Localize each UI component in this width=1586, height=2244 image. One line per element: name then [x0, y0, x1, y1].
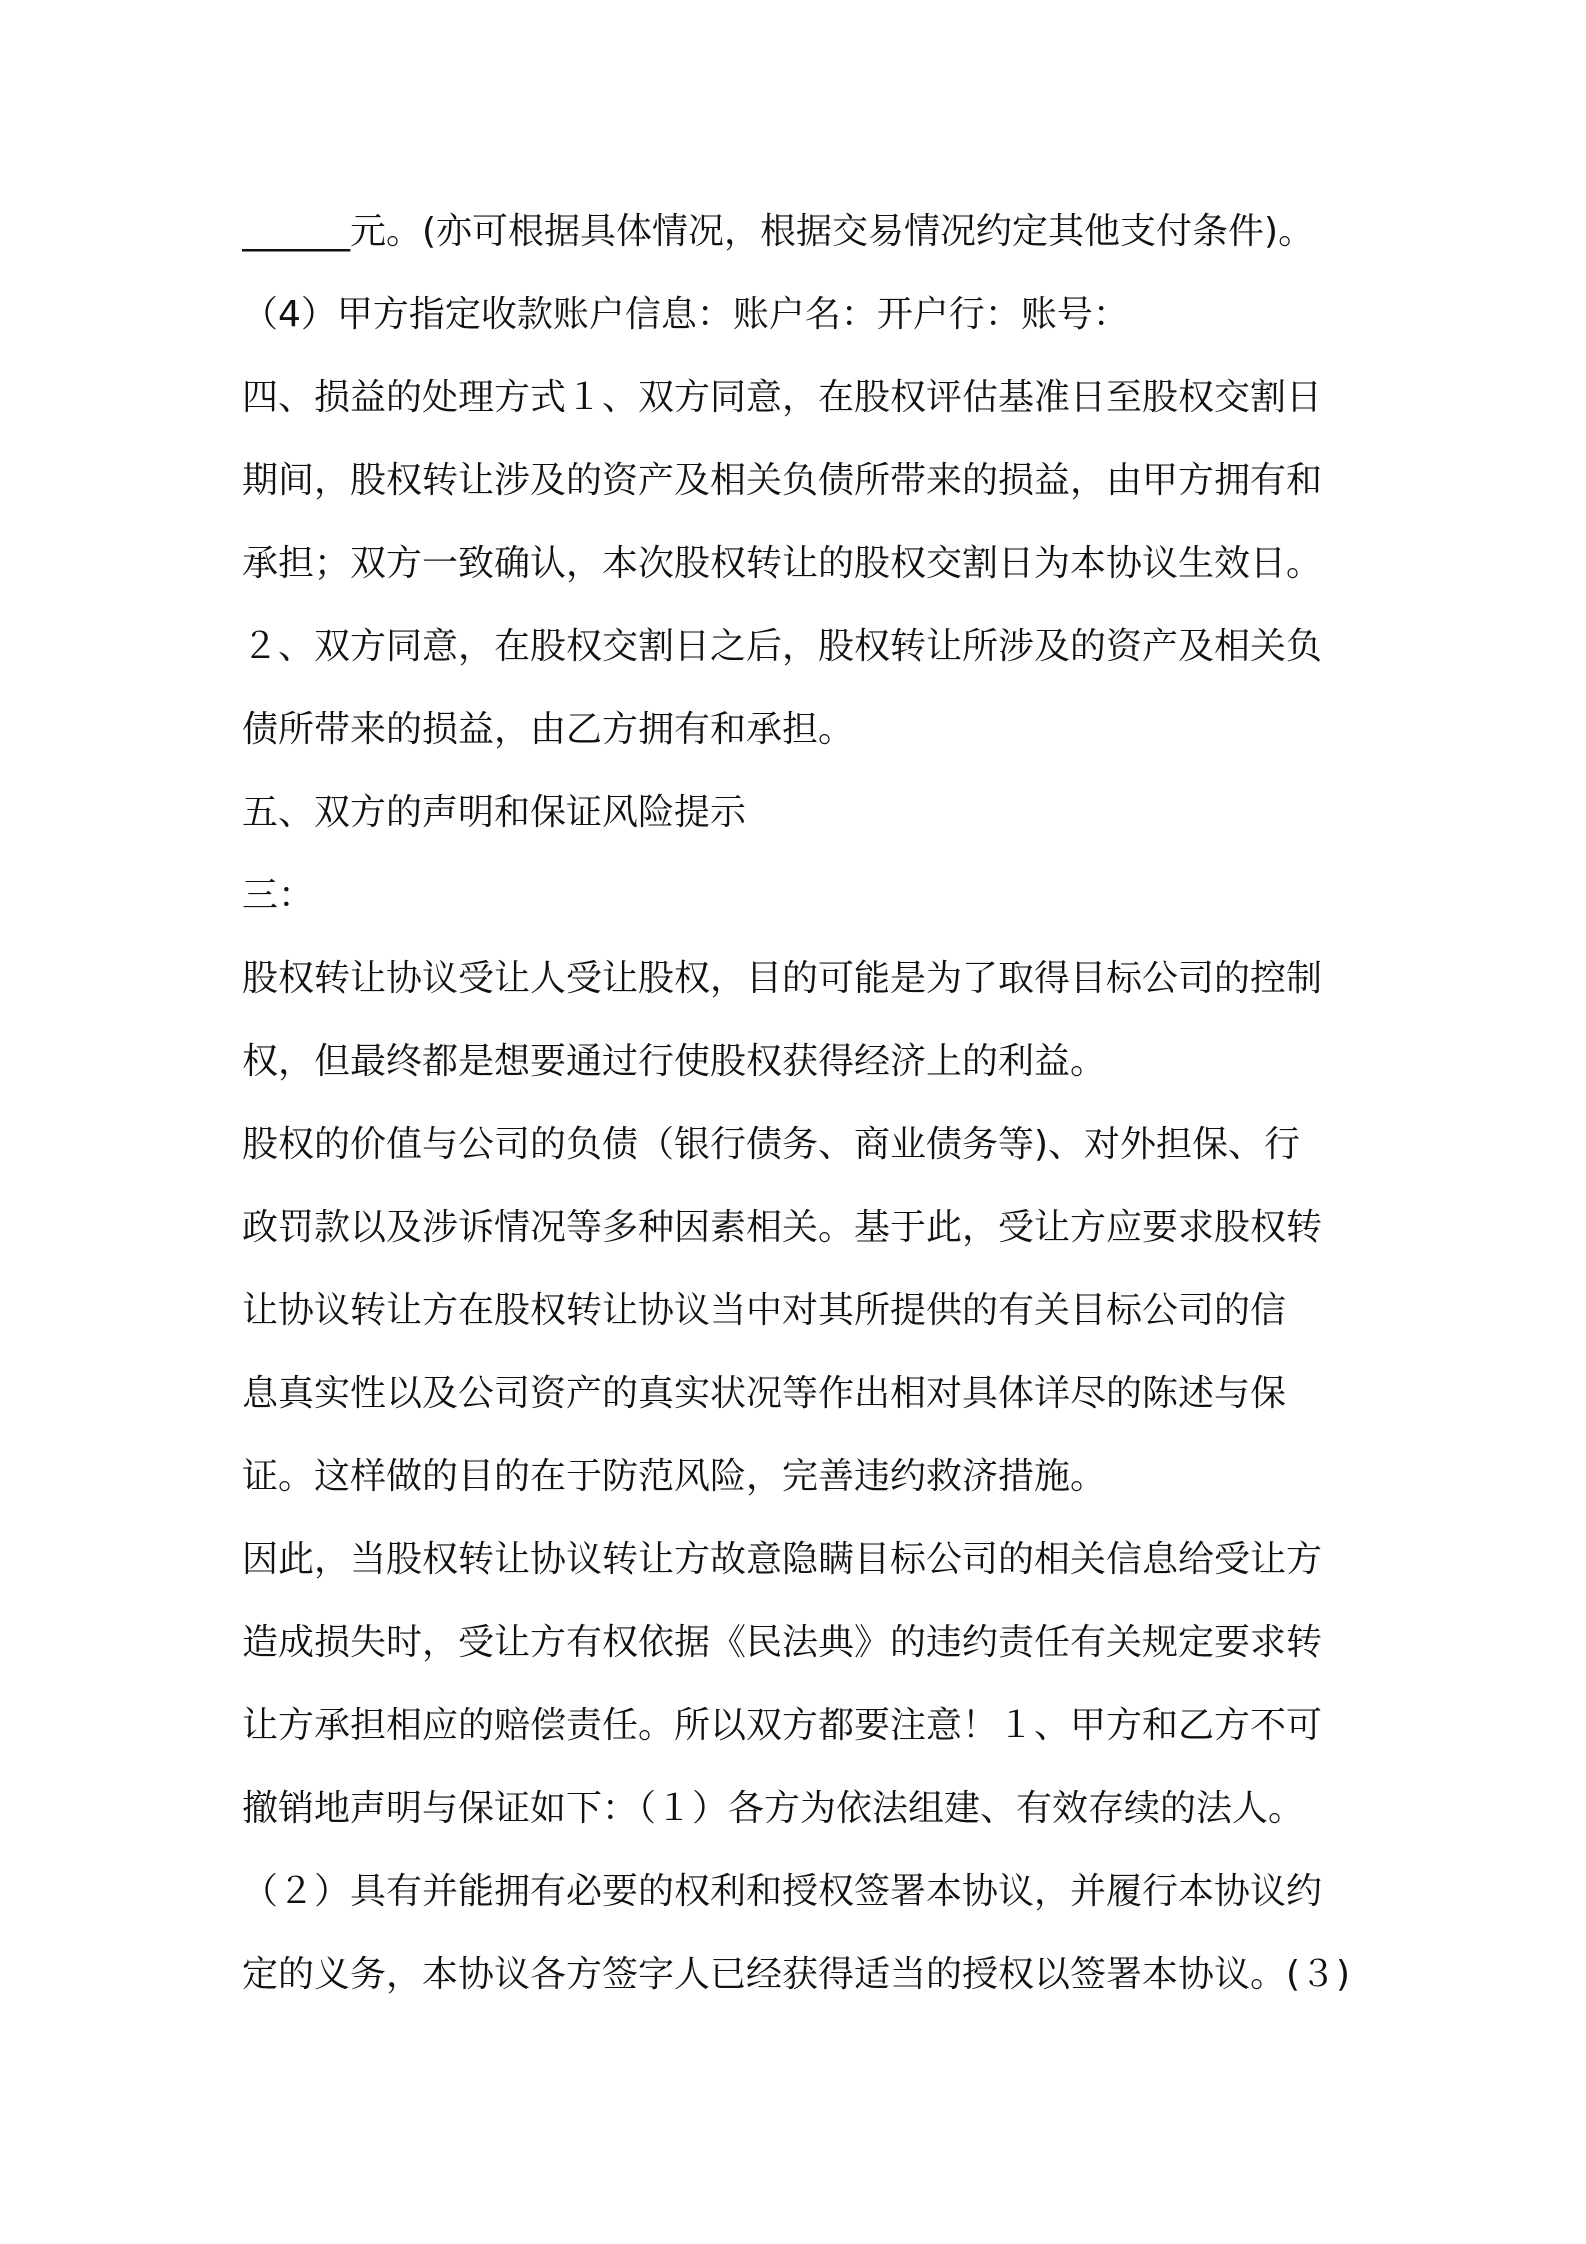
text-line: 承担；双方一致确认，本次股权转让的股权交割日为本协议生效日。 — [242, 543, 1323, 584]
text-line: 期间，股权转让涉及的资产及相关负债所带来的损益，由甲方拥有和 — [242, 460, 1323, 501]
text-line: 三： — [242, 875, 315, 916]
text-line: ______元。(亦可根据具体情况，根据交易情况约定其他支付条件)。 — [242, 211, 1315, 252]
text-line: 政罚款以及涉诉情况等多种因素相关。基于此，受让方应要求股权转 — [242, 1207, 1323, 1248]
text-line: 股权的价值与公司的负债（银行债务、商业债务等)、对外担保、行 — [242, 1124, 1301, 1165]
body-text — [242, 200, 1362, 2026]
text-line: ２、双方同意，在股权交割日之后，股权转让所涉及的资产及相关负 — [242, 626, 1323, 667]
text-line: 五、双方的声明和保证风险提示 — [242, 792, 747, 833]
text-line: 让方承担相应的赔偿责任。所以双方都要注意！１、甲方和乙方不可 — [242, 1705, 1323, 1746]
text-line: 四、损益的处理方式１、双方同意，在股权评估基准日至股权交割日 — [242, 377, 1323, 418]
text-line: 撤销地声明与保证如下：（１）各方为依法组建、有效存续的法人。 — [242, 1788, 1305, 1829]
text-line: 因此，当股权转让协议转让方故意隐瞒目标公司的相关信息给受让方 — [242, 1539, 1323, 1580]
text-line: 造成损失时，受让方有权依据《民法典》的违约责任有关规定要求转 — [242, 1622, 1323, 1663]
text-line: 让协议转让方在股权转让协议当中对其所提供的有关目标公司的信 — [242, 1290, 1287, 1331]
text-line: 息真实性以及公司资产的真实状况等作出相对具体详尽的陈述与保 — [242, 1373, 1287, 1414]
text-line: 股权转让协议受让人受让股权，目的可能是为了取得目标公司的控制 — [242, 958, 1323, 999]
text-line: 权，但最终都是想要通过行使股权获得经济上的利益。 — [242, 1041, 1107, 1082]
text-line: 定的义务，本协议各方签字人已经获得适当的授权以签署本协议。(３) — [242, 1954, 1351, 1995]
text-line: 证。这样做的目的在于防范风险，完善违约救济措施。 — [242, 1456, 1107, 1497]
text-line: （4）甲方指定收款账户信息：账户名：开户行：账号： — [242, 294, 1129, 335]
text-line: （２）具有并能拥有必要的权利和授权签署本协议，并履行本协议约 — [242, 1871, 1323, 1912]
text-line: 债所带来的损益，由乙方拥有和承担。 — [242, 709, 855, 750]
